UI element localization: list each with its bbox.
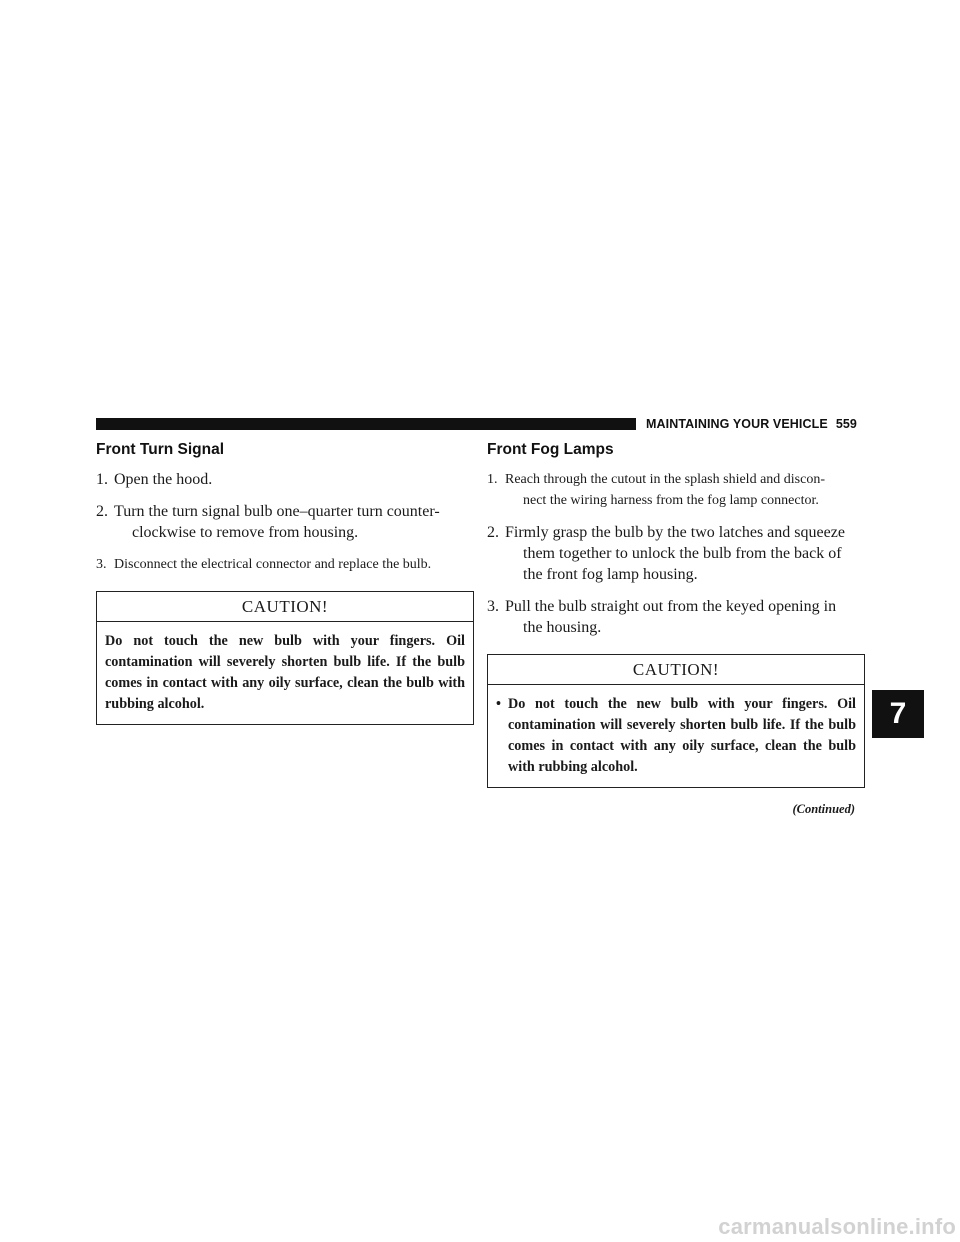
step-item <box>96 469 474 490</box>
caution-title: CAUTION! <box>97 592 473 622</box>
step-item <box>487 596 865 638</box>
step-item <box>487 469 865 511</box>
step-number: 1. <box>487 472 498 487</box>
step-list <box>487 469 865 638</box>
step-text: Open the hood. <box>114 471 213 488</box>
chapter-tab: 7 <box>872 690 924 738</box>
caution-title: CAUTION! <box>488 655 864 685</box>
caution-list <box>496 694 856 778</box>
caution-box <box>487 654 865 788</box>
bullet-icon: • <box>496 696 501 712</box>
watermark: carmanualsonline.info <box>718 1214 956 1239</box>
step-text-continued: nect the wiring harness from the fog lamp connector. <box>523 493 819 508</box>
caution-box <box>96 591 474 725</box>
right-column <box>487 441 865 817</box>
step-item <box>96 501 474 543</box>
section-heading-front-fog-lamps: Front Fog Lamps <box>487 441 614 458</box>
step-number: 3. <box>96 557 107 572</box>
left-column <box>96 441 474 725</box>
step-number: 2. <box>96 503 108 520</box>
step-number: 1. <box>96 471 108 488</box>
step-text: Turn the turn signal bulb one–quarter turn counter- <box>114 503 440 520</box>
header-rule <box>96 418 636 430</box>
step-text-continued: the housing. <box>523 619 602 636</box>
running-header <box>646 417 866 431</box>
caution-content <box>488 685 864 787</box>
section-title: MAINTAINING YOUR VEHICLE <box>646 417 828 431</box>
caution-list-item <box>496 694 856 778</box>
step-text: Reach through the cutout in the splash shield and discon- <box>505 472 825 487</box>
step-list <box>96 469 474 575</box>
step-text-continued: clockwise to remove from housing. <box>132 524 359 541</box>
caution-text: Do not touch the new bulb with your fingers. Oil contamination will severely shorten bulb life. If the bulb comes in contact with any oily surface, clean the bulb with rubbing alcohol. <box>105 633 465 712</box>
step-number: 3. <box>487 598 499 615</box>
step-text: Pull the bulb straight out from the keyed opening in <box>505 598 837 615</box>
step-item <box>487 522 865 585</box>
step-text: Disconnect the electrical connector and replace the bulb. <box>114 557 432 572</box>
step-number: 2. <box>487 524 499 541</box>
step-item <box>96 554 474 575</box>
caution-text: Do not touch the new bulb with your fingers. Oil contamination will severely shorten bulb life. If the bulb comes in contact with any oily surface, clean the bulb with rubbing alcohol. <box>508 696 856 775</box>
page-number: 559 <box>835 417 857 431</box>
continued-note: (Continued) <box>792 802 855 816</box>
step-text: Firmly grasp the bulb by the two latches and squeeze <box>505 524 845 541</box>
step-text-continued: them together to unlock the bulb from the back of the front fog lamp housing. <box>523 545 842 583</box>
section-heading-front-turn-signal: Front Turn Signal <box>96 441 225 458</box>
